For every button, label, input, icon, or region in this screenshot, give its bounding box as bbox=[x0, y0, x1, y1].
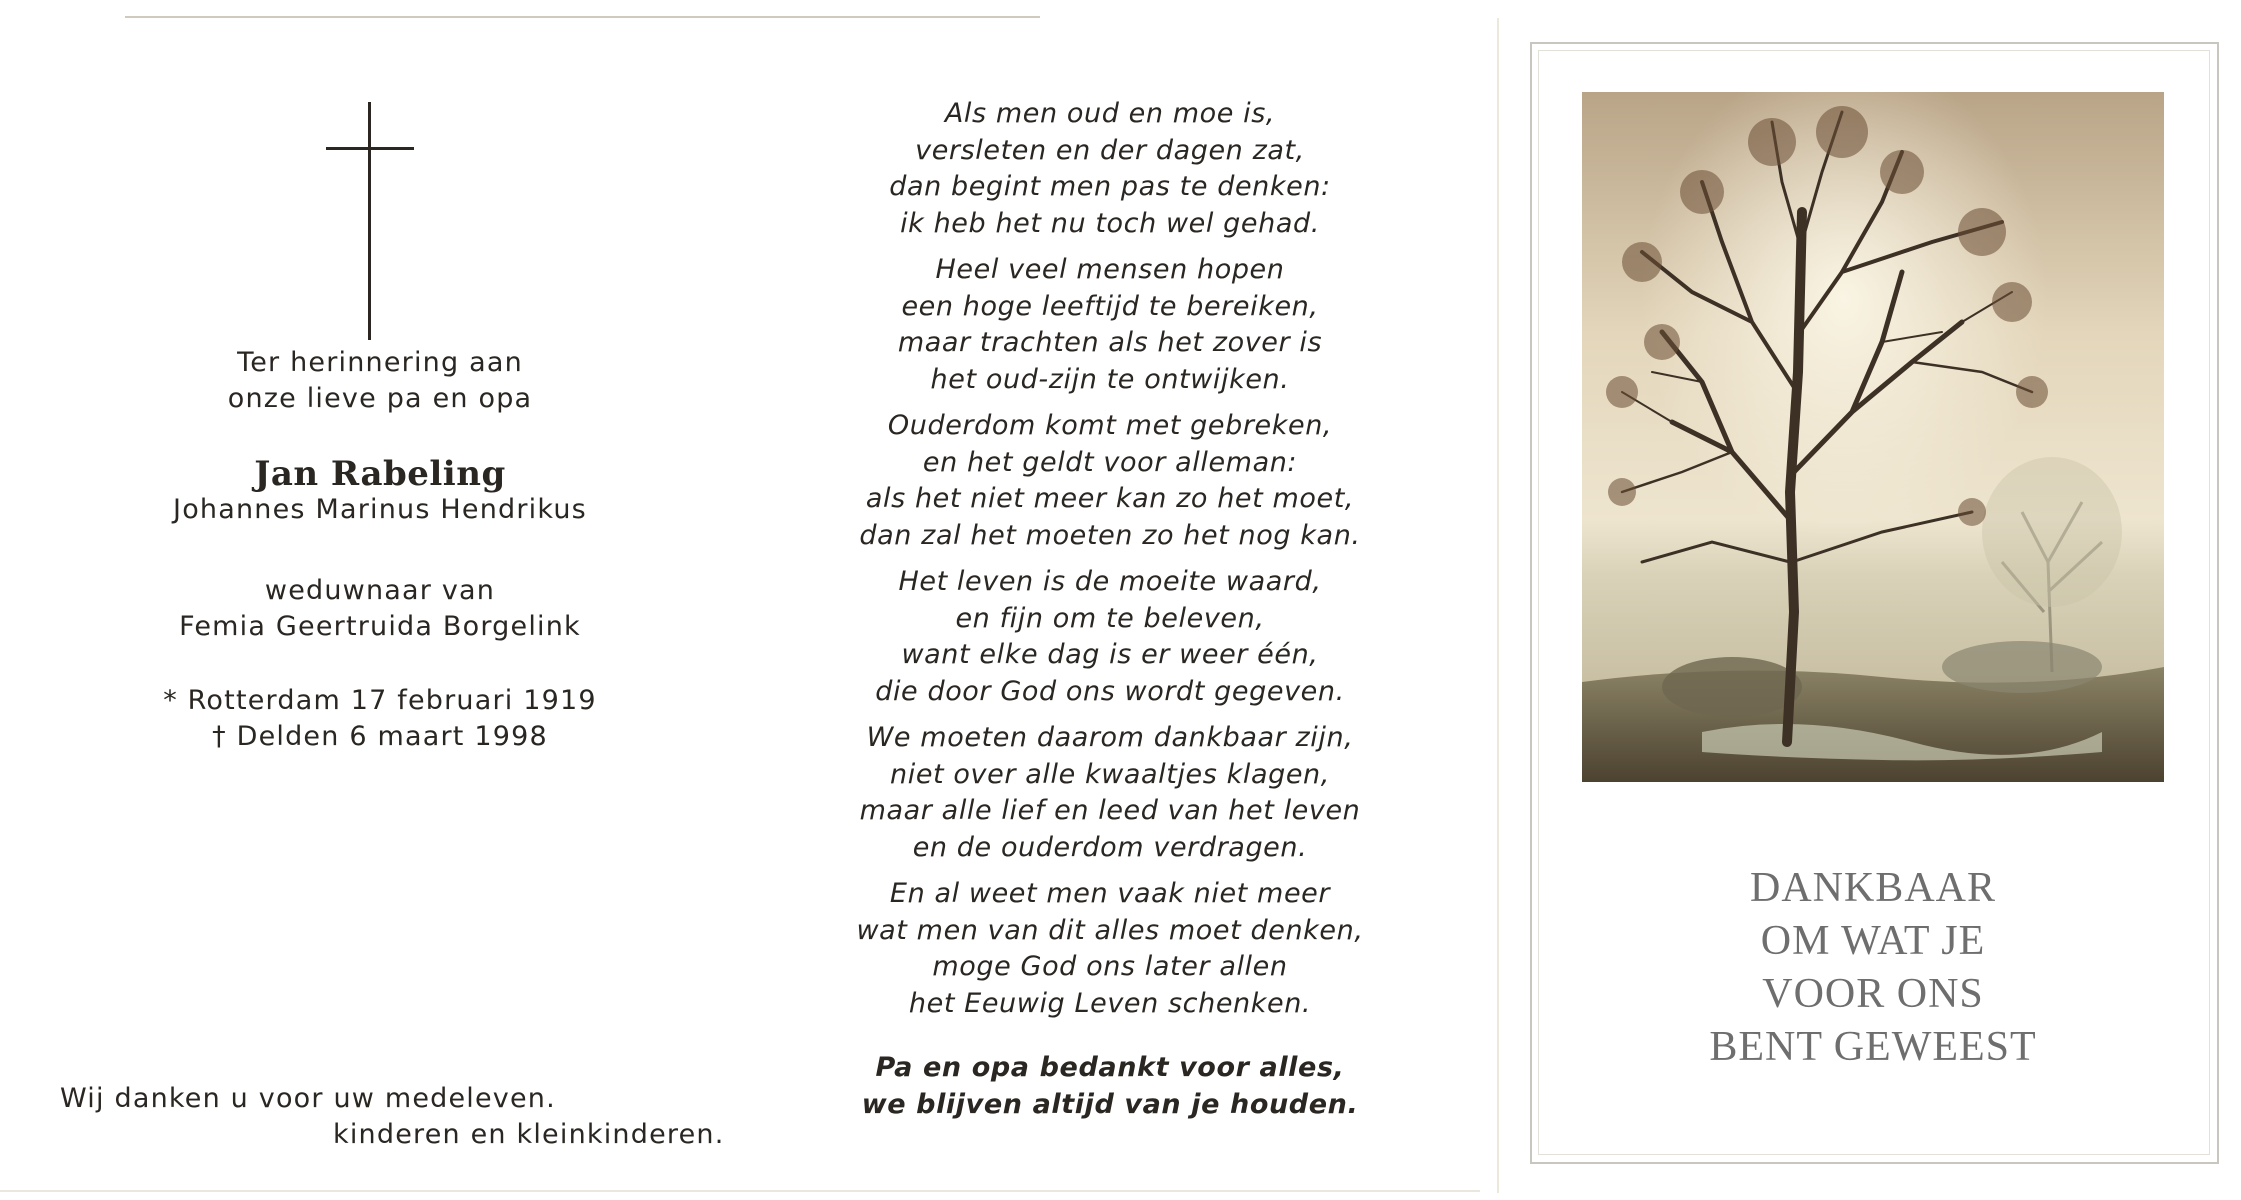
closing-line: Pa en opa bedankt voor alles, bbox=[875, 1052, 1345, 1083]
poem-closing bbox=[850, 1050, 1370, 1123]
poem-line: Ouderdom komt met gebreken, bbox=[887, 410, 1333, 441]
fold-line bbox=[1497, 18, 1499, 1193]
poem-stanza bbox=[850, 252, 1370, 398]
poem-line: moge God ons later allen bbox=[932, 951, 1288, 982]
poem-stanza bbox=[850, 720, 1370, 866]
poem bbox=[850, 96, 1370, 1123]
memory-line: Ter herinnering aan bbox=[237, 347, 523, 378]
poem-stanza bbox=[850, 564, 1370, 710]
spouse-name: Femia Geertruida Borgelink bbox=[179, 611, 581, 642]
dank-line: OM WAT JE bbox=[1760, 918, 1986, 964]
poem-line: dan zal het moeten zo het nog kan. bbox=[859, 519, 1361, 551]
spouse-block bbox=[130, 573, 630, 645]
dates-block bbox=[130, 683, 630, 755]
poem-line: wat men van dit alles moet denken, bbox=[856, 914, 1364, 946]
memory-text bbox=[130, 345, 630, 417]
poem-stanza bbox=[850, 876, 1370, 1022]
poem-line: dan begint men pas te denken: bbox=[889, 171, 1331, 202]
poem-line: Het leven is de moeite waard, bbox=[898, 566, 1322, 597]
poem-line: maar trachten als het zover is bbox=[897, 327, 1323, 358]
thanks-line: Wij danken u voor uw medeleven. bbox=[60, 1083, 556, 1114]
dank-line: BENT GEWEEST bbox=[1709, 1024, 2037, 1070]
death-line: † Delden 6 maart 1998 bbox=[212, 721, 548, 752]
dank-message bbox=[1582, 862, 2164, 1074]
top-rule bbox=[125, 16, 1040, 18]
birth-line: * Rotterdam 17 februari 1919 bbox=[163, 685, 597, 716]
tree-in-fog-photo bbox=[1582, 92, 2164, 782]
poem-line: als het niet meer kan zo het moet, bbox=[865, 483, 1355, 514]
poem-line: We moeten daarom dankbaar zijn, bbox=[866, 722, 1354, 753]
poem-line: het oud-zijn te ontwijken. bbox=[930, 363, 1290, 395]
poem-stanza bbox=[850, 408, 1370, 554]
poem-line: en het geldt voor alleman: bbox=[922, 446, 1298, 478]
poem-line: en de ouderdom verdragen. bbox=[912, 831, 1308, 863]
spouse-label: weduwnaar van bbox=[264, 575, 496, 606]
poem-line: En al weet men vaak niet meer bbox=[889, 878, 1331, 909]
poem-line: Heel veel mensen hopen bbox=[935, 254, 1285, 285]
poem-line: versleten en der dagen zat, bbox=[915, 134, 1305, 166]
poem-line: die door God ons wordt gegeven. bbox=[875, 675, 1345, 707]
signature-line: kinderen en kleinkinderen. bbox=[333, 1119, 725, 1150]
closing-line: we blijven altijd van je houden. bbox=[861, 1088, 1359, 1120]
deceased-block bbox=[130, 456, 630, 528]
poem-line: ik heb het nu toch wel gehad. bbox=[900, 207, 1320, 239]
poem-stanza bbox=[850, 96, 1370, 242]
poem-line: want elke dag is er weer één, bbox=[901, 639, 1319, 670]
poem-line: het Eeuwig Leven schenken. bbox=[908, 987, 1312, 1019]
poem-line: en fijn om te beleven, bbox=[955, 602, 1265, 634]
memory-line: onze lieve pa en opa bbox=[227, 383, 533, 414]
poem-line: Als men oud en moe is, bbox=[944, 98, 1276, 129]
deceased-name: Jan Rabeling bbox=[254, 454, 506, 494]
dank-line: DANKBAAR bbox=[1749, 865, 1996, 911]
poem-line: niet over alle kwaaltjes klagen, bbox=[890, 758, 1330, 790]
poem-line: een hoge leeftijd te bereiken, bbox=[901, 290, 1319, 322]
bottom-rule bbox=[0, 1190, 1480, 1192]
poem-line: maar alle lief en leed van het leven bbox=[859, 795, 1361, 826]
deceased-full-name: Johannes Marinus Hendrikus bbox=[173, 494, 587, 525]
dank-line: VOOR ONS bbox=[1762, 971, 1984, 1017]
